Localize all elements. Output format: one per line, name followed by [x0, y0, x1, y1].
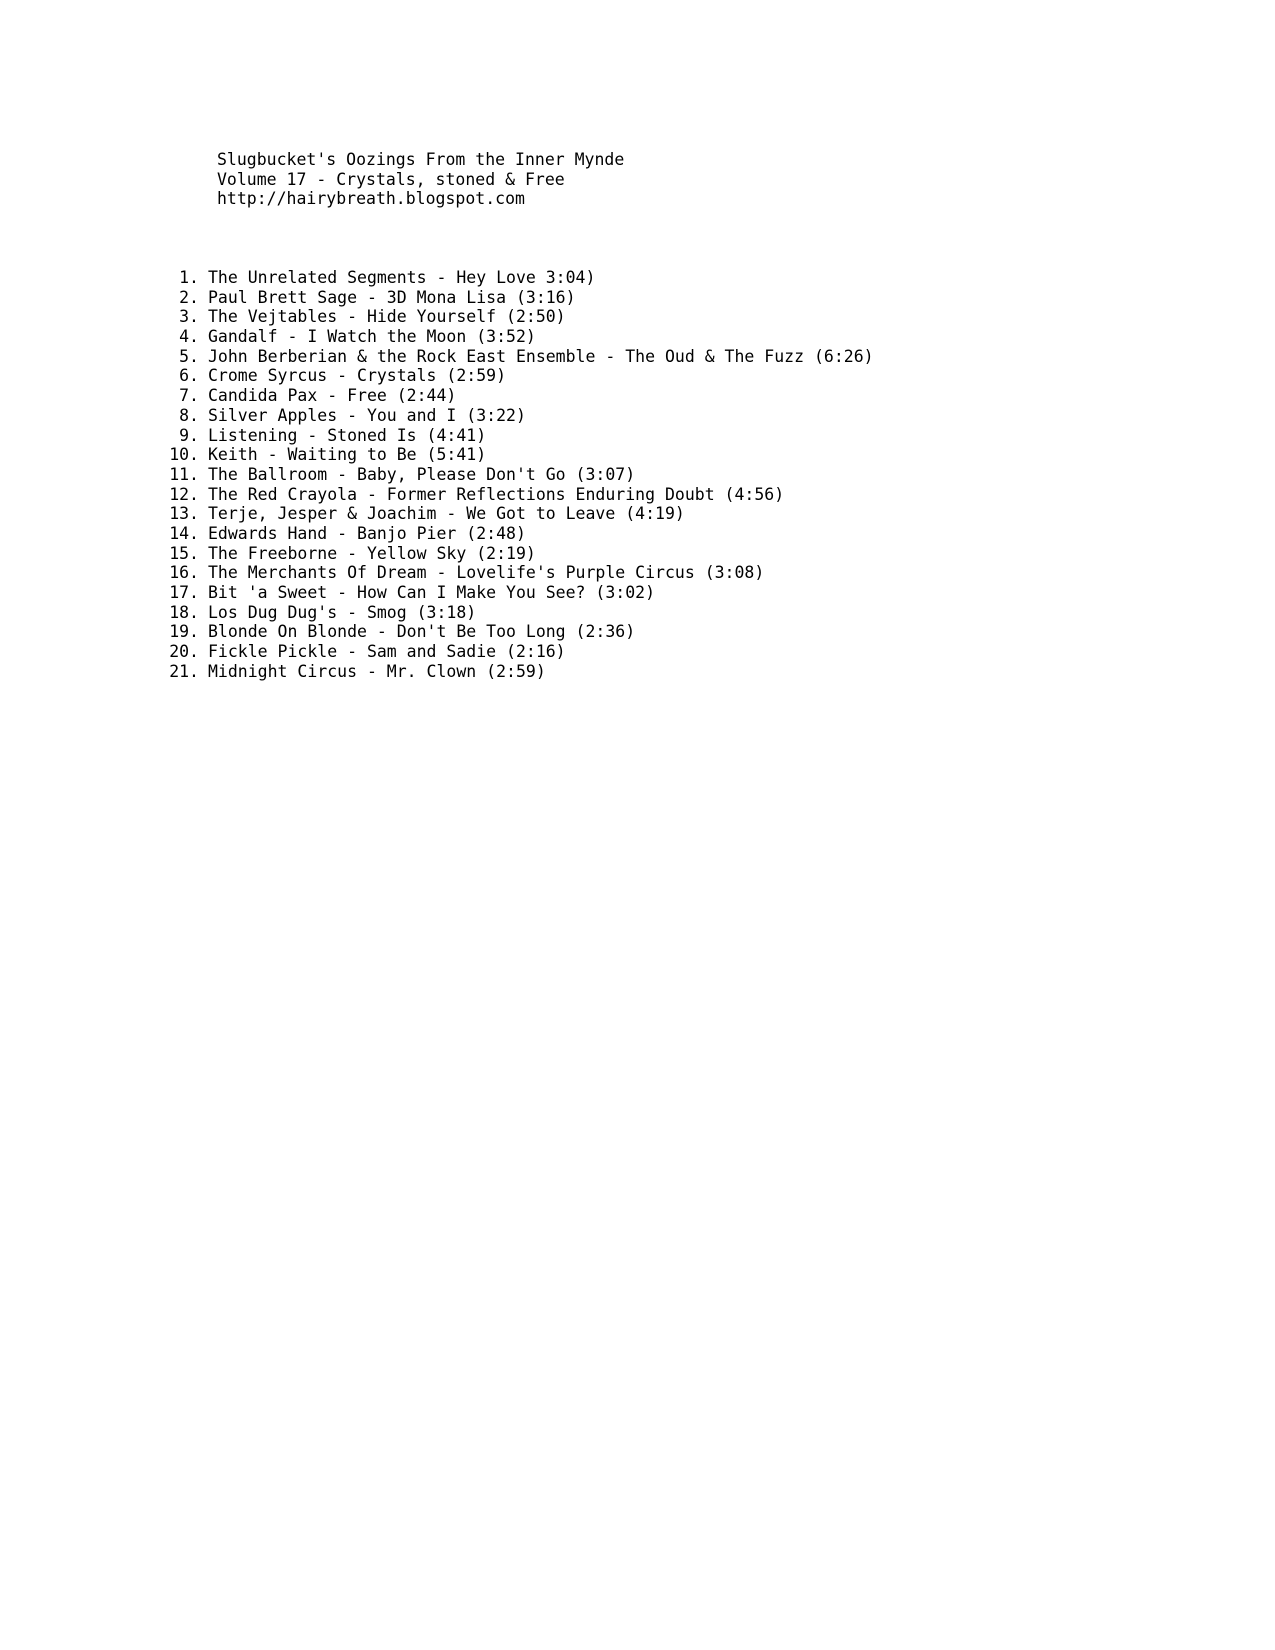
track-number: 2. [179, 287, 199, 307]
track-item [160, 504, 874, 524]
track-item [160, 603, 874, 623]
track-item [160, 485, 874, 505]
track-title: Gandalf - I Watch the Moon (3:52) [208, 327, 536, 347]
track-item [160, 445, 874, 465]
track-title: The Unrelated Segments - Hey Love 3:04) [208, 268, 596, 287]
track-number: 12. [169, 484, 199, 504]
track-title: Keith - Waiting to Be (5:41) [208, 445, 487, 465]
track-title: Blonde On Blonde - Don't Be Too Long (2:36) [208, 622, 636, 642]
track-number: 16. [169, 563, 199, 583]
track-number: 15. [169, 543, 199, 563]
track-item [160, 642, 874, 662]
track-number: 19. [169, 622, 199, 642]
track-title: Crome Syrcus - Crystals (2:59) [208, 366, 507, 386]
volume-subtitle: Volume 17 - Crystals, stoned & Free [217, 169, 565, 189]
track-title: Terje, Jesper & Joachim - We Got to Leave (4:19) [208, 504, 685, 524]
track-title: Paul Brett Sage - 3D Mona Lisa (3:16) [208, 287, 576, 307]
track-title: Fickle Pickle - Sam and Sadie (2:16) [208, 642, 566, 662]
track-item [160, 347, 874, 367]
track-item [160, 307, 874, 327]
track-title: The Red Crayola - Former Reflections Enduring Doubt (4:56) [208, 484, 785, 504]
track-item [160, 268, 874, 288]
track-list [160, 268, 874, 681]
track-number: 20. [169, 642, 199, 662]
track-title: Listening - Stoned Is (4:41) [208, 425, 487, 445]
track-item [160, 524, 874, 544]
track-item [160, 544, 874, 564]
track-number: 17. [169, 583, 199, 602]
track-number: 14. [169, 523, 199, 543]
track-title: Bit 'a Sweet - How Can I Make You See? (3:02) [208, 583, 656, 602]
track-number: 8. [179, 405, 199, 425]
track-number: 9. [179, 425, 199, 445]
track-item [160, 465, 874, 485]
track-title: Midnight Circus - Mr. Clown (2:59) [208, 661, 546, 681]
track-item [160, 288, 874, 308]
track-item [160, 662, 874, 682]
document-header [217, 150, 624, 209]
track-number: 6. [179, 366, 199, 386]
track-title: Candida Pax - Free (2:44) [208, 386, 457, 406]
track-title: Edwards Hand - Banjo Pier (2:48) [208, 523, 526, 543]
track-number: 4. [179, 327, 199, 347]
track-number: 11. [169, 464, 199, 484]
track-item [160, 406, 874, 426]
track-title: The Ballroom - Baby, Please Don't Go (3:07) [208, 464, 636, 484]
track-item [160, 426, 874, 446]
track-number: 7. [179, 386, 199, 406]
track-title: The Merchants Of Dream - Lovelife's Purple Circus (3:08) [208, 563, 765, 583]
track-number: 13. [169, 504, 199, 524]
track-title: John Berberian & the Rock East Ensemble - The Oud & The Fuzz (6:26) [208, 346, 874, 366]
track-number: 18. [169, 602, 199, 622]
track-item [160, 366, 874, 386]
track-number: 3. [179, 307, 199, 327]
track-item [160, 386, 874, 406]
track-number: 21. [169, 661, 199, 681]
track-title: The Vejtables - Hide Yourself (2:50) [208, 307, 566, 327]
track-item [160, 327, 874, 347]
track-number: 5. [179, 346, 199, 366]
track-item [160, 622, 874, 642]
track-item [160, 583, 874, 603]
track-number: 1. [179, 268, 199, 287]
compilation-title: Slugbucket's Oozings From the Inner Mynde [217, 150, 625, 169]
track-number: 10. [169, 445, 199, 465]
track-title: Los Dug Dug's - Smog (3:18) [208, 602, 477, 622]
track-title: Silver Apples - You and I (3:22) [208, 405, 526, 425]
track-item [160, 563, 874, 583]
track-title: The Freeborne - Yellow Sky (2:19) [208, 543, 536, 563]
blog-url: http://hairybreath.blogspot.com [217, 189, 525, 208]
